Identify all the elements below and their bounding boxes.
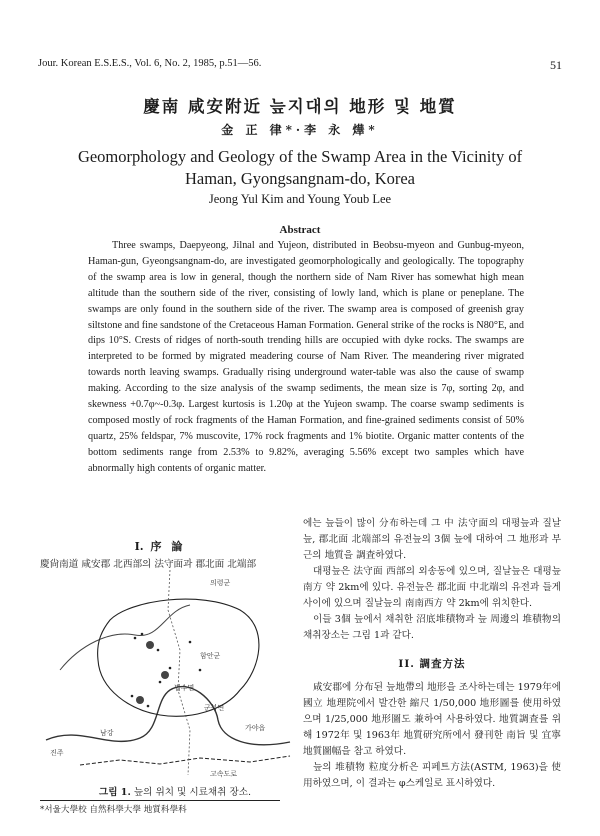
- paragraph-2: 대평늪은 法守面 西部의 외송동에 있으며, 질날늪은 대평늪 南方 약 2km에 있다. 유전늪은 郡北面 中北端의 유전과 들게 사이에 있으며 질날늪의 南南西方 약 2km에 위치한다.: [303, 566, 561, 609]
- abstract-text: Three swamps, Daepyeong, Jilnal and Yujeon, distributed in Beobsu-myeon and Gunbug-myeon, Haman-gun, Gyeongsangnam-do, are investigated geomorphologically and geologically. The topography of the swamp area is low in general, though the northern side of Nam River has somewhat high mean altitude than the southern side of the river, consisting of lowly land, which is plane or peneplane. The swamps are only found in the southern side of the river. The swamp area is composed of greenish gray siltstone and fine sandstone of the Cretaceous Haman Formation. General strike of the rocks is N80°E, and dips 10°S. Crests of ridges of north-south trending hills are occupied with dyke rocks. The swamps are interpreted to be formed by migrated meadering course of Nam River. The meandering river migrated towards north leaving swamps. Gradually rising underground water-table was also the cause of swamp making. According to the size analysis of the swamp sediments, the mean size is 7φ, sorting 2φ, and skewness +0.7φ~-0.3φ. Largest kurtosis is 1.20φ at the Yujeon swamp. The coarse swamp sediments is composed mostly of rock fragments of the Haman Formation, and fine-grained sediments consist of 50% quartz, 25% feldspar, 7% muscovite, 17% rock fragments and 1% biotite. Organic matter contents of the bottom sediments range from 2.53% to 9.82%, averaging 5.56% except two samples which have abnormally high contents of organic matter.: [88, 240, 524, 474]
- swamp-jilnal-marker: [161, 671, 169, 679]
- english-title-line-2: Haman, Gyongsangnam-do, Korea: [184, 169, 416, 188]
- map-label-3: 법수면: [174, 684, 195, 692]
- study-area-boundary: [98, 599, 259, 716]
- english-title-line-1: Geomorphology and Geology of the Swamp Area in the Vicinity of: [77, 147, 523, 166]
- page-number: 51: [550, 58, 562, 72]
- swamp-daepyeong-marker: [146, 641, 154, 649]
- english-authors: Jeong Yul Kim and Young Youb Lee: [208, 192, 392, 206]
- figure-1-caption: [55, 784, 295, 798]
- map-label-2: 함안군: [200, 652, 221, 660]
- paragraph-1: 에는 늪들이 많이 分布하는데 그 中 法守面의 대평늪과 질날늪, 郡北面 北端部의 유전늪의 3個 늪에 대하여 그 地形과 부근의 地質을 調査하였다.: [303, 518, 561, 561]
- map-label-5: 가야읍: [245, 724, 266, 732]
- sample-points: [131, 633, 202, 708]
- map-label-8: 고속도로: [210, 770, 238, 778]
- swamp-yujeon-marker: [136, 696, 144, 704]
- running-head: [38, 58, 562, 72]
- citation: Jour. Korean E.S.E.S., Vol. 6, No. 2, 1985, p.51—56.: [38, 58, 262, 69]
- map-label-7: 진주: [50, 749, 64, 757]
- location-map: [40, 550, 298, 798]
- affiliation-footnote: *서울大學校 自然科學大學 地質科學科: [40, 800, 280, 815]
- map-label-4: 군북면: [204, 704, 225, 712]
- right-column: [303, 516, 561, 792]
- korean-authors: 金 正 律*·李 永 燁*: [221, 123, 379, 137]
- paragraph-3: 이들 3個 늪에서 채취한 沼底堆積物과 늪 周邊의 堆積物의 채취장소는 그림 1과 같다.: [303, 614, 561, 641]
- paragraph-4: 咸安郡에 分布된 늪地帶의 地形을 조사하는데는 1979年에 國立 地理院에서 발간한 縮尺 1/50,000 地形圖를 使用하였으며 1/25,000 地形圖도 兼하여 사용하였다. 地質調査를 위해 1972年 및 1963年 地質研究所에서 發刊한 南旨 및 宜寧 地質圖幅을 참고 하였다.: [303, 682, 561, 757]
- section-2-heading: II. 調査方法: [398, 658, 466, 670]
- section-1-title: 序 論: [150, 540, 186, 553]
- intro-paragraph-start: 慶尙南道 咸安郡 北西部의 法守面과 郡北面 北端部: [40, 559, 257, 570]
- section-1-number: I.: [134, 540, 144, 553]
- figure-1-text: 늪의 위치 및 시료채취 장소.: [133, 787, 252, 798]
- road-line: [80, 756, 290, 765]
- nam-river-upper: [60, 605, 190, 670]
- figure-1-label: 그림 1.: [98, 787, 131, 798]
- boundary-line: [168, 570, 190, 775]
- korean-title: 慶南 咸安附近 늪지대의 地形 및 地質: [143, 97, 457, 116]
- map-label-6: 남강: [100, 729, 114, 737]
- abstract-heading: Abstract: [279, 224, 321, 236]
- paragraph-5: 늪의 堆積物 粒度分析은 피페트方法(ASTM, 1963)을 使用하였으며, 이 결과는 φ스케일로 표시하였다.: [303, 762, 561, 789]
- map-label-1: 의령군: [210, 579, 231, 587]
